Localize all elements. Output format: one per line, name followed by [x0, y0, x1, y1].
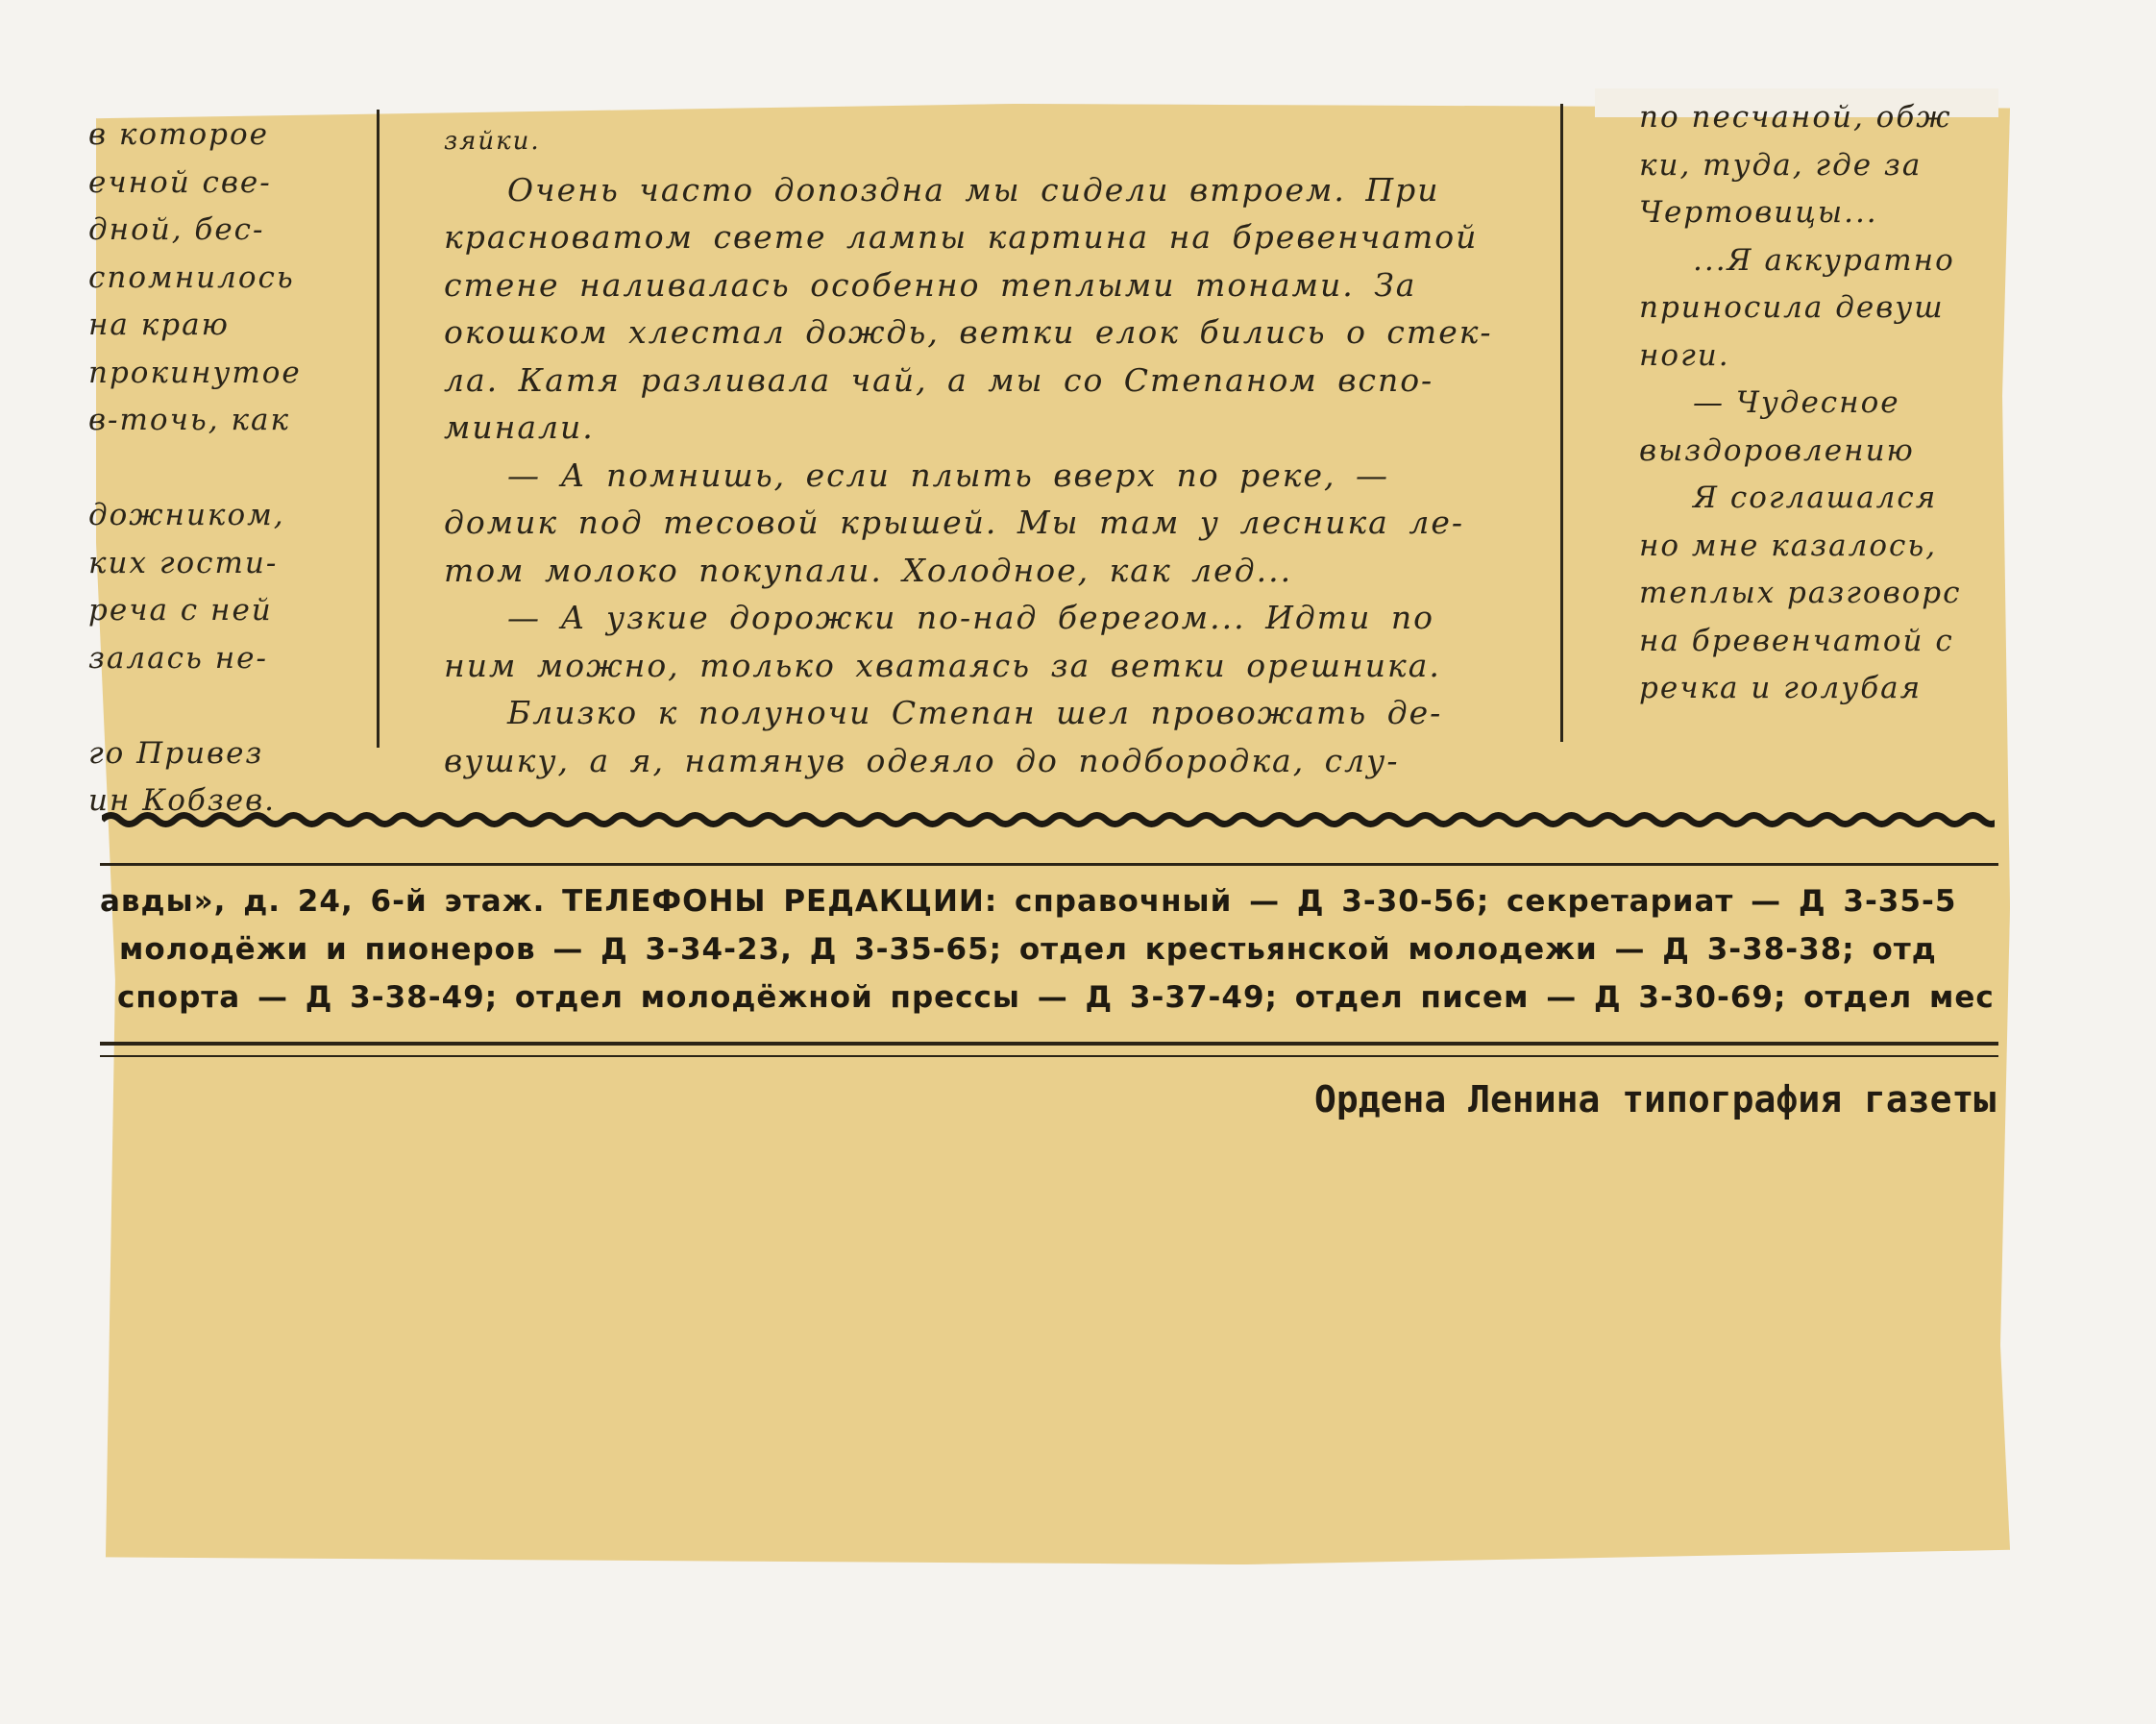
footer-line: авды», д. 24, 6-й этаж. ТЕЛЕФОНЫ РЕДАКЦИИ: справочный — Д 3-30-56; секретариат — Д 3-35-5 — [100, 884, 1957, 919]
middle-line: стене наливалась особенно теплыми тонами. За — [444, 265, 1417, 304]
left-line: на краю — [88, 308, 230, 342]
middle-line: вушку, а я, натянув одеяло до подбородка, слу- — [444, 741, 1400, 779]
middle-line: ла. Катя разливала чай, а мы со Степаном вспо- — [444, 360, 1434, 399]
footer-top-rule — [100, 863, 1998, 866]
middle-line: Близко к полуночи Степан шел провожать де- — [507, 694, 1443, 731]
wavy-divider — [102, 803, 1995, 836]
middle-line: — А помнишь, если плыть вверх по реке, — — [507, 456, 1389, 494]
middle-line: ним можно, только хватаясь за ветки орешника. — [444, 646, 1441, 684]
left-line: ин Кобзев. — [88, 783, 276, 818]
right-line: ки, туда, где за — [1639, 147, 1923, 183]
left-line: ких гости- — [88, 545, 279, 580]
middle-line: минали. — [444, 408, 595, 446]
left-line: реча с ней — [88, 593, 273, 628]
right-line: речка и голубая — [1639, 671, 1923, 705]
printing-house-imprint: Ордена Ленина типография газеты — [1314, 1078, 1997, 1121]
right-line: Чертовицы... — [1639, 195, 1878, 230]
middle-line: Очень часто допоздна мы сидели втроем. При — [507, 170, 1440, 209]
left-line: го Привез — [88, 735, 264, 771]
editorial-footer — [100, 877, 1998, 1022]
left-line — [88, 682, 306, 730]
left-line: ечной све- — [88, 164, 272, 200]
left-line: в которое — [88, 117, 269, 152]
right-line: выздоровлению — [1639, 432, 1915, 468]
right-column — [1639, 94, 1997, 713]
right-line: приносила девуш — [1639, 290, 1945, 325]
column-rule-left — [377, 110, 380, 748]
column-rule-right — [1560, 104, 1563, 742]
right-line: — Чудесное — [1693, 385, 1900, 420]
left-line: в-точь, как — [88, 403, 290, 437]
left-line: дожником, — [88, 498, 285, 532]
right-line: по песчаной, обж — [1639, 100, 1952, 135]
left-line — [88, 445, 306, 493]
footer-line: молодёжи и пионеров — Д 3-34-23, Д 3-35-65; отдел крестьянской молодежи — Д 3-38-38; отд — [119, 932, 1937, 967]
footer-bottom-rule-thin — [100, 1055, 1998, 1057]
middle-line: окошком хлестал дождь, ветки елок бились о стек- — [444, 313, 1493, 351]
middle-line: — А узкие дорожки по-над берегом... Идти по — [507, 599, 1434, 636]
middle-column — [444, 118, 1501, 784]
right-line: ...Я аккуратно — [1693, 242, 1955, 278]
middle-line: зяйки. — [444, 127, 541, 156]
footer-bottom-rule — [100, 1042, 1998, 1046]
right-line: теплых разговорс — [1639, 576, 1962, 610]
right-line: на бревенчатой с — [1639, 623, 1954, 658]
middle-line: красноватом свете лампы картина на бревенчатой — [444, 218, 1479, 256]
left-line: залась не- — [88, 640, 268, 676]
right-line: но мне казалось, — [1639, 528, 1938, 563]
left-column — [88, 111, 306, 825]
middle-line: домик под тесовой крышей. Мы там у лесника ле- — [444, 504, 1465, 541]
left-line: прокинутое — [88, 355, 302, 390]
right-line: Я соглашался — [1693, 480, 1938, 515]
left-line: дной, бес- — [88, 212, 265, 247]
right-line: ноги. — [1639, 337, 1730, 373]
middle-line: том молоко покупали. Холодное, как лед... — [444, 551, 1293, 589]
footer-line: спорта — Д 3-38-49; отдел молодёжной прессы — Д 3-37-49; отдел писем — Д 3-30-69; отдел мес — [117, 980, 1995, 1015]
left-line: спомнилось — [88, 259, 295, 295]
